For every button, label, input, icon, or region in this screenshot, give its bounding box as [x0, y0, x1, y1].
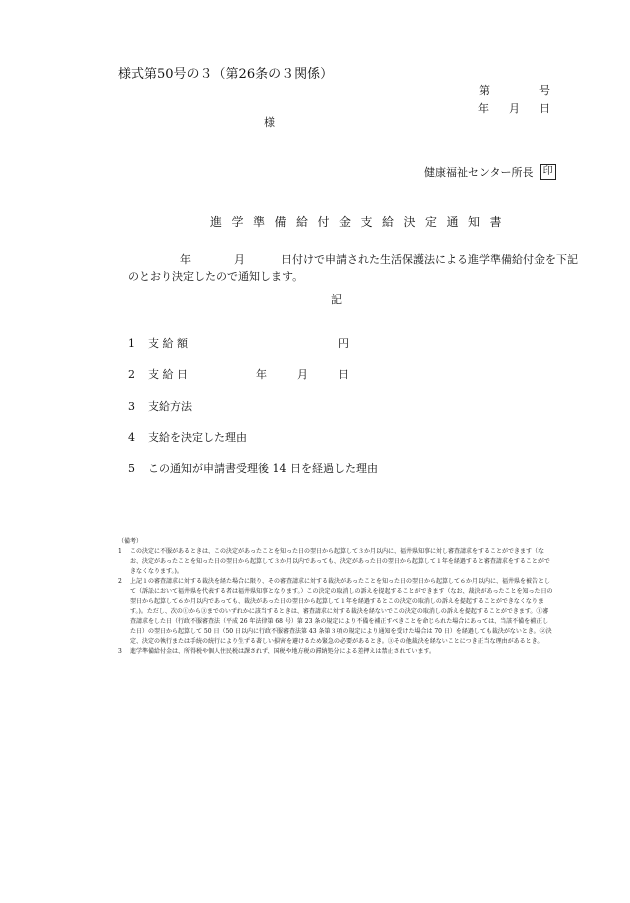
remarks-note-text: 上記１の審査請求に対する裁決を経た場合に限り、その審査請求に対する裁決があったことを知った日の翌日から起算して６か月以内に、福井県を被告として（訴訟において福井県を代表する者は福井県知事となります。）この決定の取消しの訴えを提起することができます（なお、裁決があったことを知った日の翌日から起算して６か月以内であっても、裁決があった日の翌日から起算して１年を経過するとこの決定の取消しの訴えを提起することができなくなります。)。ただし、次の①から③までのいずれかに該当するときは、審査請求に対する裁決を経ないでこの決定の取消しの訴えを提起することができます。①審査請求をした日（行政不服審査法（平成 26 年法律第 68 号）第 23 条の規定により不備を補正すべきことを命じられた場合にあっては、当該不備を補正した日）の翌日から起算して 50 日（50 日以内に行政不服審査法第 43 条第３項の規定により通知を受けた場合は 70 日）を経過しても裁決がないとき。②決定、決定の執行または手続の続行により生ずる著しい損害を避けるため緊急の必要があるとき。③その他裁決を経ないことにつき正当な理由があるとき。 — [130, 578, 553, 645]
item-label: 支給を決定した理由 — [148, 431, 247, 444]
doc-number-label: 第 — [479, 84, 490, 97]
item-label: 支 給 額 — [148, 337, 188, 350]
remarks-heading: （備考） — [118, 538, 143, 545]
body-line-2: のとおり決定したので通知します。 — [128, 270, 304, 283]
body-year: 年 — [180, 253, 191, 266]
item-number: 4 — [128, 431, 135, 444]
issue-year: 年 — [478, 102, 489, 115]
ki-mark: 記 — [331, 293, 342, 306]
item-delay-reason — [128, 460, 378, 476]
remarks-note-number: 2 — [118, 578, 122, 585]
remarks-note — [118, 577, 554, 647]
item-amount — [128, 335, 188, 351]
item-label: 支給方法 — [148, 400, 192, 413]
item-number: 1 — [128, 337, 135, 350]
remarks-note-number: 1 — [118, 548, 122, 555]
payment-month: 月 — [297, 368, 308, 381]
form-number: 様式第50号の３（第26条の３関係） — [118, 67, 334, 82]
remarks-note — [118, 647, 554, 657]
remarks-note — [118, 547, 554, 577]
body-line-1-text: 日付けで申請された生活保護法による進学準備給付金を下記 — [281, 253, 578, 266]
item-label: 支 給 日 — [148, 368, 188, 381]
amount-unit: 円 — [338, 337, 349, 350]
payment-day: 日 — [338, 368, 349, 381]
item-number: 5 — [128, 462, 135, 475]
seal-mark: 印 — [540, 164, 556, 180]
item-payment-date — [128, 366, 188, 382]
issue-month: 月 — [509, 102, 520, 115]
issuer-name: 健康福祉センター所長 — [424, 166, 534, 179]
payment-year: 年 — [256, 368, 267, 381]
remarks-note-number: 3 — [118, 648, 122, 655]
issuer-block — [424, 164, 556, 180]
item-number: 2 — [128, 368, 135, 381]
item-number: 3 — [128, 400, 135, 413]
doc-number-suffix: 号 — [539, 84, 550, 97]
body-month: 月 — [234, 253, 245, 266]
remarks-note-text: この決定に不服があるときは、この決定があったことを知った日の翌日から起算して３か月以内に、福井県知事に対し審査請求をすることができます（なお、決定があったことを知った日の翌日から起算して３か月以内であっても、決定があった日の翌日から起算して１年を経過すると審査請求をすることができなくなります。)。 — [130, 548, 550, 575]
item-label: この通知が申請書受理後 14 日を経過した理由 — [148, 462, 378, 475]
remarks-note-text: 進学準備給付金は、所得税や個人住民税は課されず、国税や地方税の滞納処分による差押えは禁止されています。 — [130, 648, 436, 655]
issue-day: 日 — [539, 102, 550, 115]
remarks-section — [118, 537, 554, 657]
item-payment-method — [128, 398, 192, 414]
addressee-suffix: 様 — [264, 116, 275, 129]
document-title: 進学準備給付金支給決定通知書 — [210, 215, 512, 229]
body-line-1 — [180, 251, 578, 267]
item-decision-reason — [128, 429, 247, 445]
